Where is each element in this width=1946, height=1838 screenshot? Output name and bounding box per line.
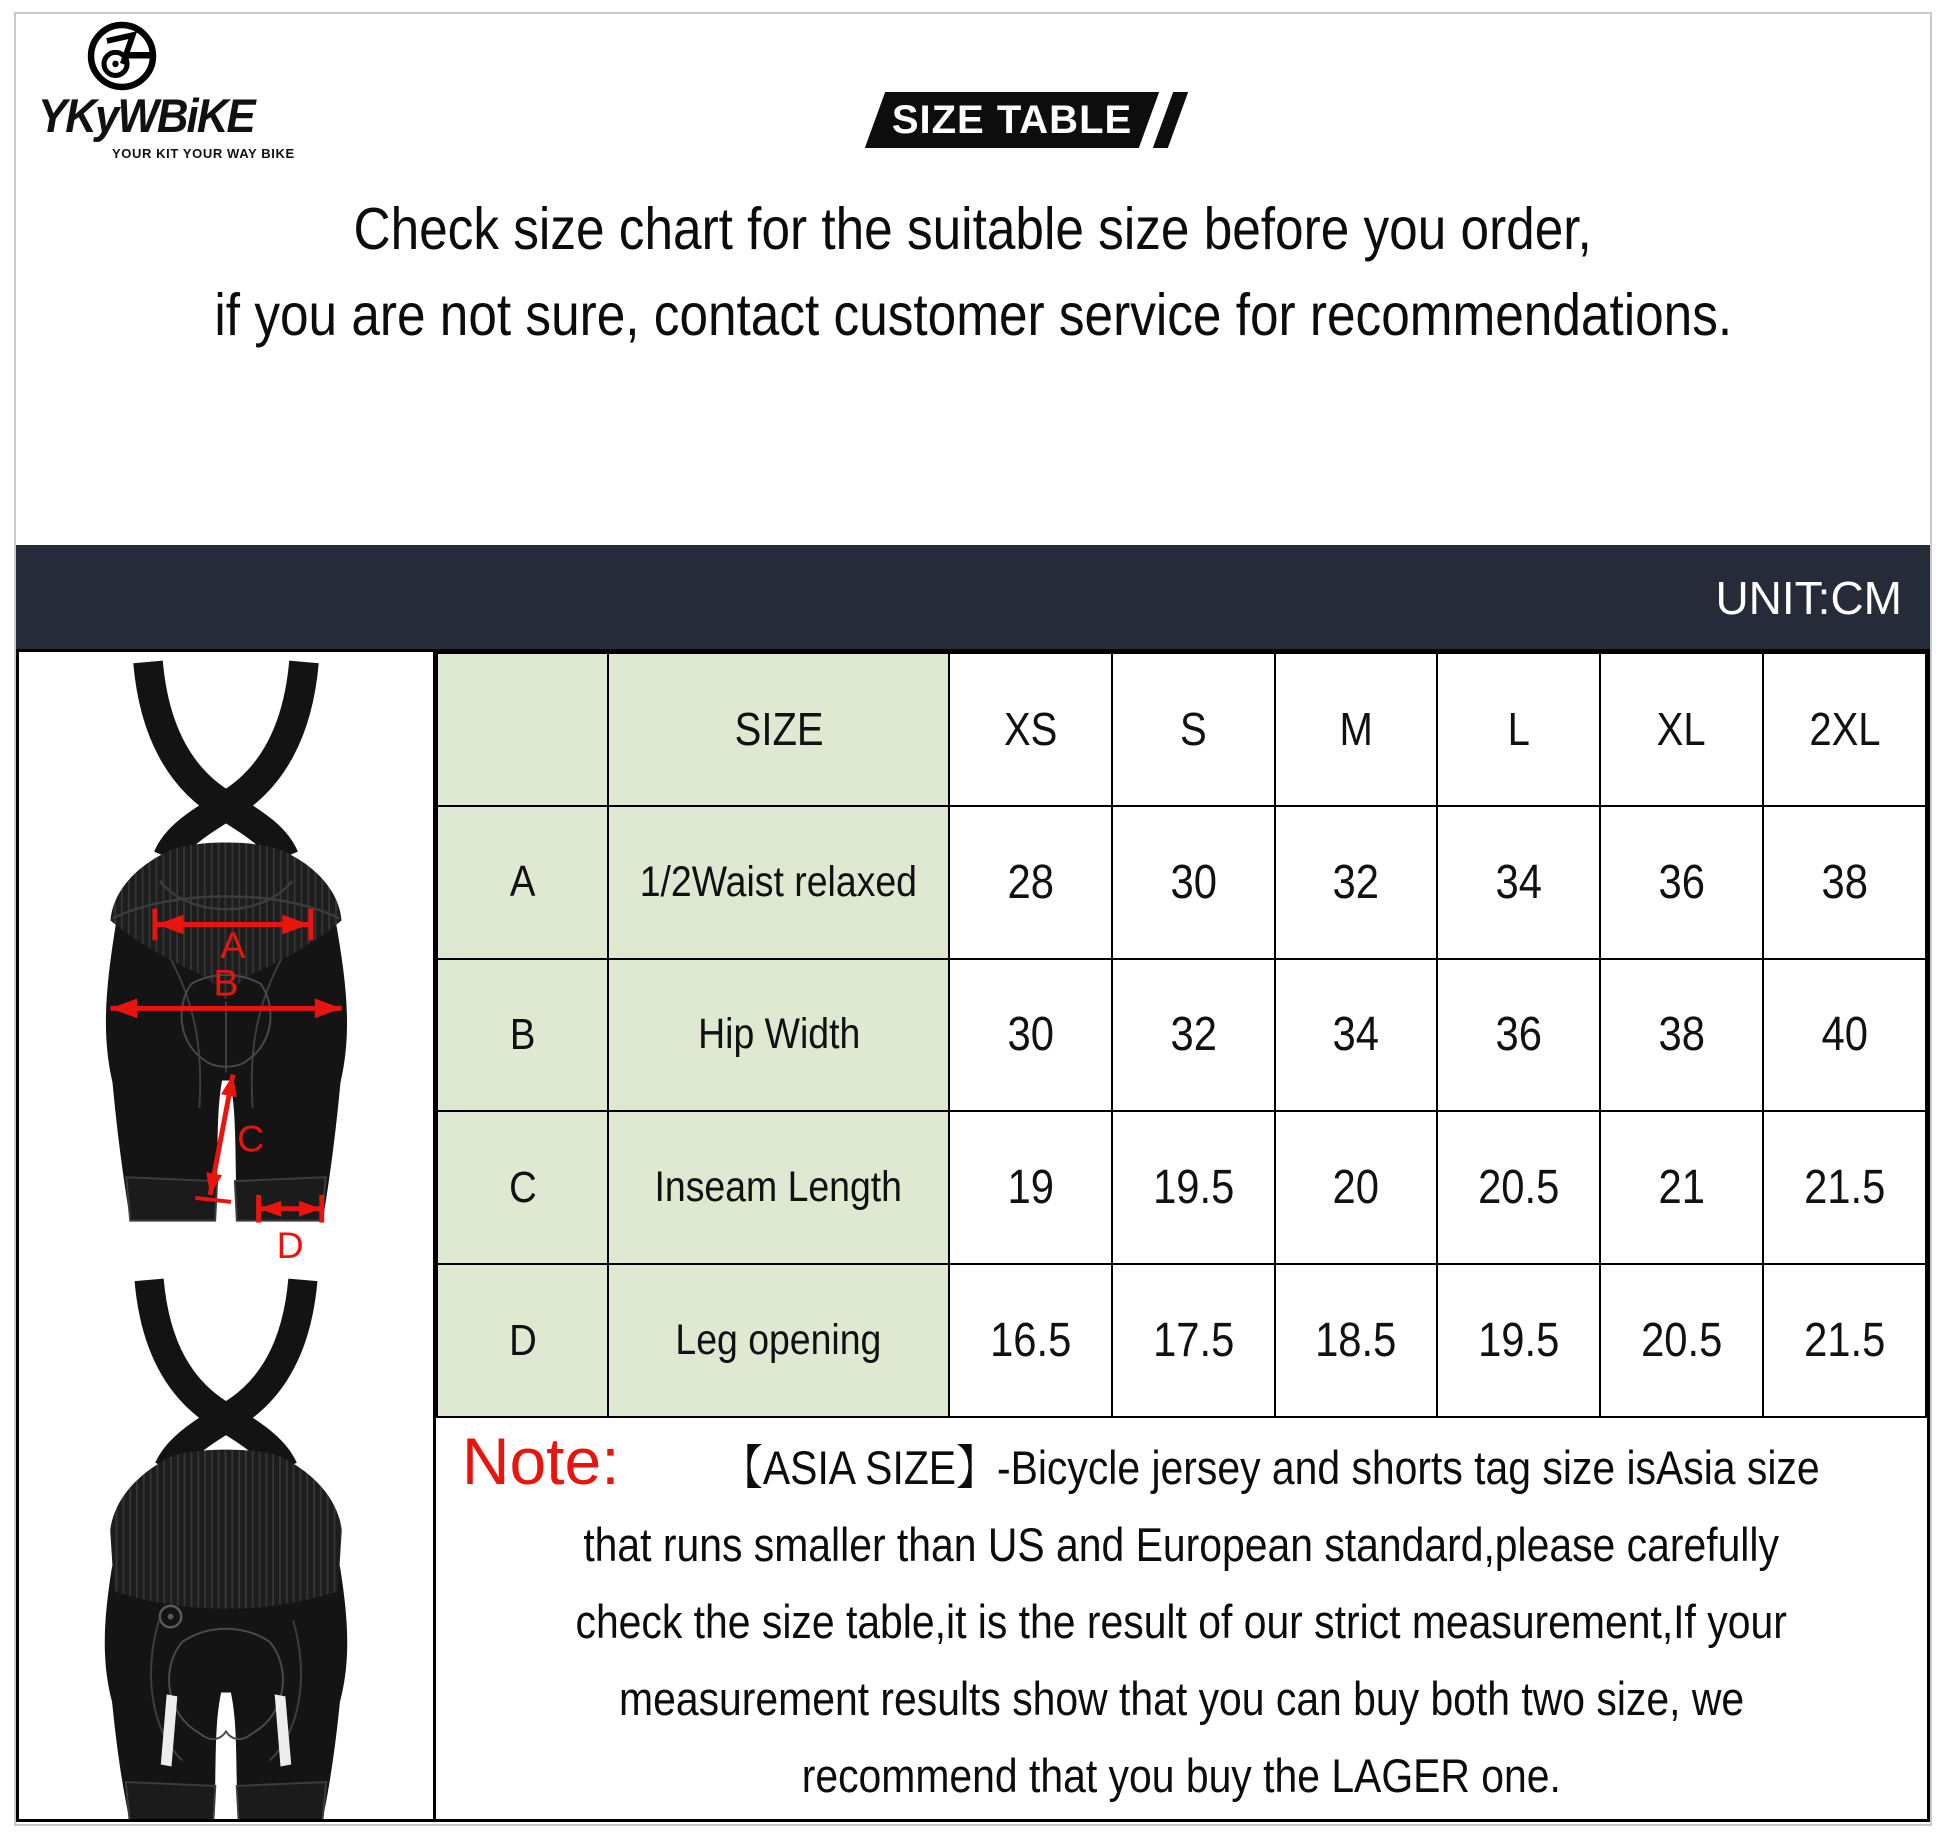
row-key: B <box>437 959 608 1112</box>
unit-label: UNIT:CM <box>1715 572 1902 624</box>
size-header-cell: SIZE <box>608 653 949 806</box>
row-label: Inseam Length <box>608 1111 949 1264</box>
unit-bar <box>16 545 1930 649</box>
size-col-s: S <box>1112 653 1275 806</box>
intro-heading <box>0 186 1946 358</box>
size-col-2xl: 2XL <box>1763 653 1926 806</box>
label-c: C <box>237 1117 265 1160</box>
row-key: D <box>437 1264 608 1417</box>
row-key: A <box>437 806 608 959</box>
heading-line-1: Check size chart for the suitable size before you order, <box>353 196 1593 262</box>
size-table-banner <box>867 92 1191 148</box>
note-prefix: Note: <box>461 1424 620 1498</box>
brand-logo <box>38 20 295 161</box>
heading-line-2: if you are not sure, contact customer service for recommendations. <box>214 282 1732 348</box>
size-col-xs: XS <box>949 653 1112 806</box>
diagram-column <box>19 652 436 1819</box>
table-row-c: C Inseam Length 19 19.5 20 20.5 21 21.5 <box>437 1111 1926 1264</box>
label-b: B <box>213 961 239 1004</box>
size-col-m: M <box>1275 653 1438 806</box>
size-table-header-row <box>437 653 1926 806</box>
label-d: D <box>276 1224 304 1267</box>
bib-shorts-front-diagram <box>19 656 433 1268</box>
banner-accent-sliver <box>1153 92 1188 148</box>
label-a: A <box>220 924 246 967</box>
note-line-4: measurement results show that you can buy both two size, we <box>618 1672 1745 1725</box>
row-label: Leg opening <box>608 1264 949 1417</box>
note-section <box>436 1418 1927 1819</box>
note-line-3: check the size table,it is the result of our strict measurement,If your <box>575 1595 1788 1648</box>
corner-cell <box>437 653 608 806</box>
bike-crank-wheel-logo-icon <box>86 20 158 92</box>
size-col-l: L <box>1437 653 1600 806</box>
brand-tagline: YOUR KIT YOUR WAY BIKE <box>112 146 295 161</box>
bib-shorts-back-diagram <box>19 1274 433 1819</box>
row-label: 1/2Waist relaxed <box>608 806 949 959</box>
table-and-note-column <box>436 652 1927 1819</box>
size-col-xl: XL <box>1600 653 1763 806</box>
note-line-1: Note: 【ASIA SIZE】-Bicycle jersey and shorts tag size isAsia size <box>461 1424 1820 1498</box>
banner-title: SIZE TABLE <box>891 98 1133 142</box>
row-key: C <box>437 1111 608 1264</box>
row-label: Hip Width <box>608 959 949 1112</box>
note-line-2: that runs smaller than US and European standard,please carefully <box>583 1518 1780 1571</box>
size-table <box>436 652 1927 1418</box>
brand-name: YKyWBiKE <box>38 89 254 142</box>
table-row-d: D Leg opening 16.5 17.5 18.5 19.5 20.5 21.5 <box>437 1264 1926 1417</box>
note-line-5: recommend that you buy the LAGER one. <box>801 1749 1562 1802</box>
content-box <box>16 649 1930 1822</box>
table-row-a: A 1/2Waist relaxed 28 30 32 34 36 38 <box>437 806 1926 959</box>
table-row-b: B Hip Width 30 32 34 36 38 40 <box>437 959 1926 1112</box>
